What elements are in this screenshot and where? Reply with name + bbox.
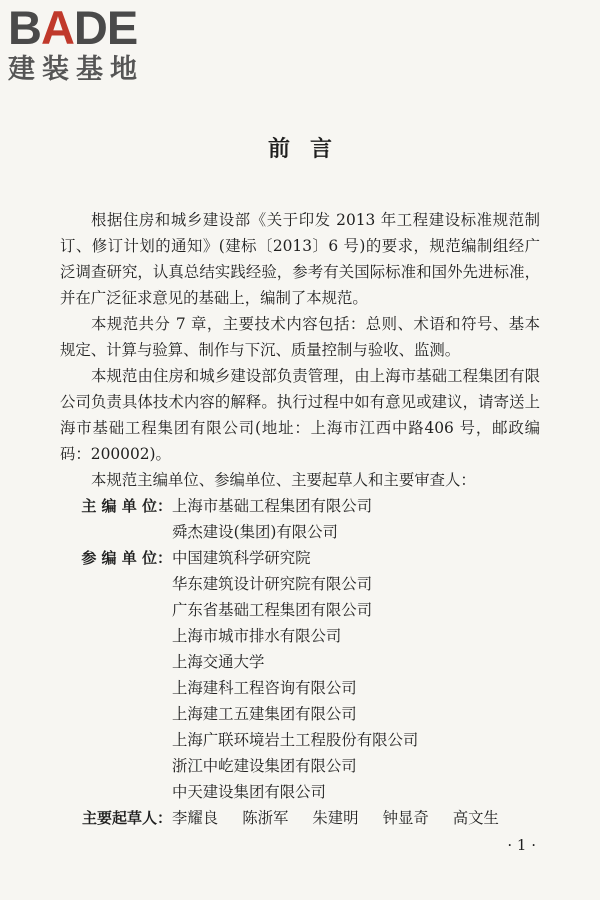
logo-subtitle: 建装基地: [8, 54, 144, 85]
participant-unit: 中国建筑科学研究院: [172, 549, 311, 567]
logo-wordmark: [8, 1, 178, 54]
drafter-names: [172, 805, 540, 831]
chief-editor-label: 主 编 单 位：: [81, 497, 172, 515]
participant-unit: 上海广联环境岩土工程股份有限公司: [172, 731, 419, 749]
bade-logo: [8, 1, 178, 90]
drafter-name: 陈浙军: [242, 809, 289, 827]
participant-unit: 上海交通大学: [172, 653, 265, 671]
drafter-name: 李耀良: [172, 809, 219, 827]
page-number: · 1 ·: [507, 836, 536, 854]
participant-unit: 华东建筑设计研究院有限公司: [172, 575, 373, 593]
participant-unit: 上海建科工程咨询有限公司: [172, 679, 357, 697]
drafters-label: 主要起草人：: [81, 809, 172, 827]
page-title: 前言: [267, 137, 352, 162]
logo-letters-prefix: B: [8, 1, 41, 54]
paragraph-3: 本规范由住房和城乡建设部负责管理，由上海市基础工程集团有限公司负责具体技术内容的解释。执行过程中如有意见或建议，请寄送上海市基础工程集团有限公司(地址：上海市江西中路406 号，邮政编码：200002)。: [60, 367, 540, 463]
drafter-name: 高文生: [452, 809, 499, 827]
chief-editor-unit: 上海市基础工程集团有限公司: [172, 497, 373, 515]
logo-letter-accent: A: [40, 1, 74, 54]
drafter-name: 朱建明: [312, 809, 359, 827]
participants-label: 参 编 单 位：: [81, 549, 172, 567]
participant-units: [172, 545, 540, 805]
drafter-name: 钟显奇: [382, 809, 429, 827]
chief-editor-section: [60, 493, 540, 545]
participant-unit: 中天建设集团有限公司: [172, 783, 326, 801]
chief-editor-units: [172, 493, 540, 545]
participant-unit: 上海市城市排水有限公司: [172, 627, 342, 645]
participant-unit: 浙江中屹建设集团有限公司: [172, 757, 357, 775]
chief-editor-unit: 舜杰建设(集团)有限公司: [172, 523, 338, 541]
preface-body: [60, 207, 540, 831]
participant-unit: 上海建工五建集团有限公司: [172, 705, 357, 723]
participant-unit: 广东省基础工程集团有限公司: [172, 601, 373, 619]
paragraph-2: 本规范共分 7 章，主要技术内容包括：总则、术语和符号、基本规定、计算与验算、制作与下沉、质量控制与验收、监测。: [60, 315, 540, 359]
paragraph-4: 本规范主编单位、参编单位、主要起草人和主要审查人：: [91, 471, 476, 489]
drafters-section: [60, 805, 540, 831]
logo-letters-suffix: DE: [73, 1, 138, 54]
paragraph-1: 根据住房和城乡建设部《关于印发 2013 年工程建设标准规范制订、修订计划的通知》(建标〔2013〕6 号)的要求，规范编制组经广泛调查研究，认真总结实践经验，参考有关国际标准和国外先进标准，并在广泛征求意见的基础上，编制了本规范。: [60, 211, 540, 307]
participants-section: [60, 545, 540, 805]
